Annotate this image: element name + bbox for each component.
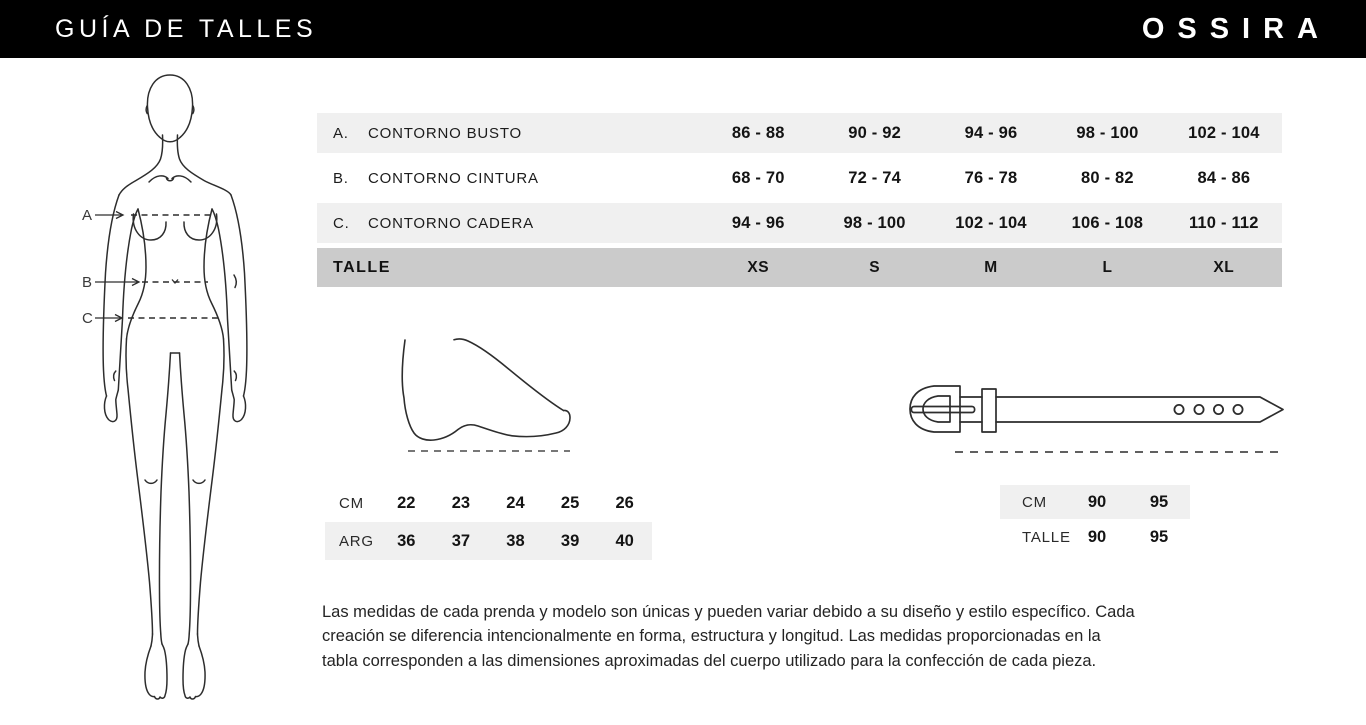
row-label: CONTORNO CINTURA bbox=[368, 169, 539, 187]
row-label: ARG bbox=[339, 532, 374, 550]
disclaimer-text bbox=[322, 600, 1135, 673]
brand-logo: OSSIRA bbox=[1141, 12, 1331, 45]
table-row-cintura bbox=[317, 158, 1282, 198]
cell-value: 37 bbox=[451, 531, 471, 550]
cell-value: 38 bbox=[506, 531, 525, 550]
shoe-row-cm bbox=[325, 484, 652, 522]
cell-value: 106 - 108 bbox=[1071, 213, 1144, 232]
table-row-cadera bbox=[317, 203, 1282, 243]
page-title: GUÍA DE TALLES bbox=[55, 14, 318, 43]
belt-keeper bbox=[982, 389, 996, 432]
cell-value: 102 - 104 bbox=[1188, 123, 1260, 142]
table-row-busto bbox=[317, 113, 1282, 153]
cell-value: 25 bbox=[560, 493, 580, 512]
waist-line-label: B bbox=[82, 274, 93, 291]
disclaimer-line: creación se diferencia intencionalmente en forma, estructura y longitud. Las medidas proporcionadas en la bbox=[322, 627, 1101, 646]
cell-value: 110 - 112 bbox=[1188, 213, 1259, 232]
cell-value: 86 - 88 bbox=[731, 123, 785, 142]
cell-value: 90 bbox=[1087, 528, 1107, 546]
cell-value: 40 bbox=[615, 531, 634, 550]
cell-value: 102 - 104 bbox=[955, 213, 1027, 232]
size-name: XS bbox=[747, 258, 770, 276]
body-figure-illustration bbox=[58, 62, 292, 710]
cell-value: 68 - 70 bbox=[731, 168, 785, 187]
cell-value: 24 bbox=[506, 493, 525, 512]
belt-hole bbox=[1214, 405, 1223, 414]
cell-value: 23 bbox=[451, 493, 471, 512]
cell-value: 95 bbox=[1149, 492, 1169, 511]
belt-buckle bbox=[910, 386, 960, 432]
cell-value: 26 bbox=[615, 493, 634, 512]
row-label: CONTORNO BUSTO bbox=[368, 124, 522, 142]
belt-prong bbox=[911, 407, 974, 413]
size-name: L bbox=[1102, 258, 1113, 276]
belt-row-cm bbox=[1000, 485, 1190, 519]
cell-value: 94 - 96 bbox=[964, 123, 1018, 142]
cell-value: 94 - 96 bbox=[731, 213, 785, 232]
cell-value: 36 bbox=[397, 531, 416, 550]
foot-illustration bbox=[396, 336, 576, 458]
table-row-talle bbox=[317, 248, 1282, 287]
cell-value: 95 bbox=[1149, 528, 1169, 546]
size-name: M bbox=[984, 258, 998, 276]
row-label: CM bbox=[339, 494, 364, 512]
header-bar bbox=[0, 0, 1366, 58]
disclaimer-line: Las medidas de cada prenda y modelo son únicas y pueden variar debido a su diseño y estilo específico. Cada bbox=[322, 603, 1135, 621]
row-label: CM bbox=[1022, 493, 1047, 511]
cell-value: 98 - 100 bbox=[843, 213, 906, 232]
shoe-size-table bbox=[325, 484, 652, 560]
cell-value: 90 - 92 bbox=[848, 123, 901, 142]
row-label: TALLE bbox=[1022, 529, 1071, 546]
size-name: S bbox=[869, 258, 881, 276]
cell-value: 22 bbox=[397, 493, 416, 512]
belt-illustration bbox=[902, 376, 1292, 460]
belt-hole bbox=[1194, 405, 1203, 414]
row-letter: B. bbox=[333, 169, 349, 187]
cell-value: 39 bbox=[560, 531, 580, 550]
cell-value: 84 - 86 bbox=[1197, 168, 1251, 187]
cell-value: 98 - 100 bbox=[1076, 123, 1139, 142]
disclaimer-line: tabla corresponden a las dimensiones aproximadas del cuerpo utilizado para la confección de cada pieza. bbox=[322, 651, 1097, 670]
shoe-row-arg bbox=[325, 522, 652, 560]
belt-hole bbox=[1174, 405, 1183, 414]
belt-hole bbox=[1233, 405, 1242, 414]
cell-value: 72 - 74 bbox=[848, 168, 901, 187]
row-letter: A. bbox=[333, 124, 349, 142]
belt-strap bbox=[996, 397, 1283, 422]
belt-size-table bbox=[1000, 485, 1190, 556]
cell-value: 80 - 82 bbox=[1081, 168, 1134, 187]
cell-value: 90 bbox=[1087, 492, 1107, 511]
figure-head bbox=[147, 75, 192, 142]
belt-row-talle bbox=[1000, 519, 1190, 556]
row-letter: C. bbox=[333, 214, 350, 232]
measurements-table bbox=[317, 113, 1282, 287]
bust-line-label: A bbox=[82, 207, 93, 224]
row-label: CONTORNO CADERA bbox=[368, 214, 534, 232]
hip-line-label: C bbox=[82, 310, 93, 327]
size-name: XL bbox=[1213, 258, 1235, 276]
cell-value: 76 - 78 bbox=[964, 168, 1018, 187]
talle-header-label: TALLE bbox=[333, 258, 391, 276]
